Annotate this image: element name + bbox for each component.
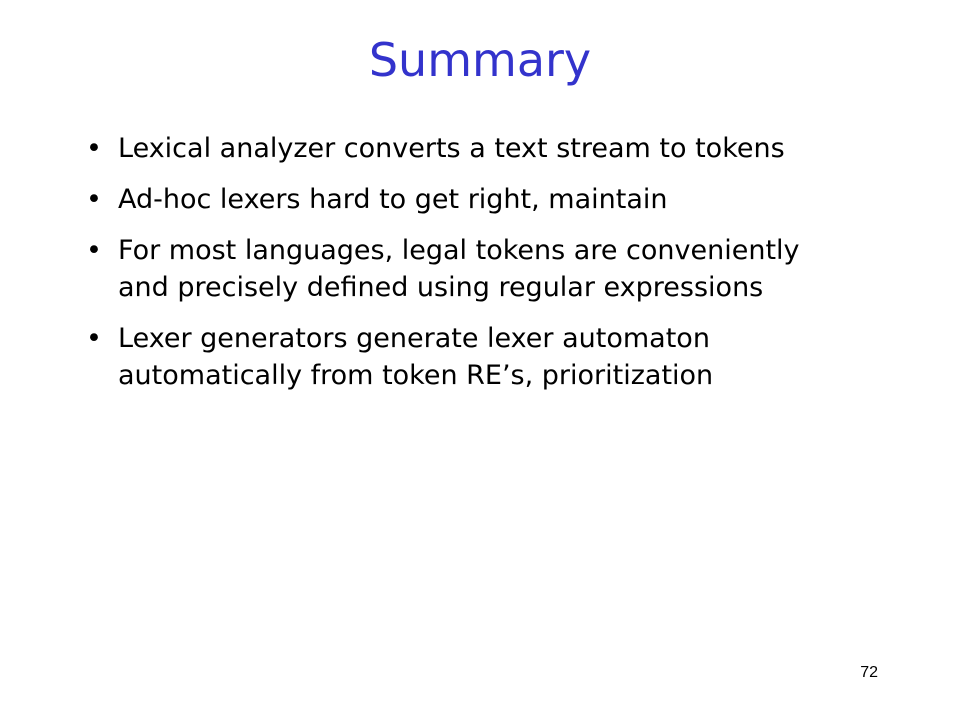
- bullet-dot: •: [86, 235, 102, 266]
- bullet-item: [86, 181, 846, 218]
- bullet-text: Lexical analyzer converts a text stream to tokens: [118, 133, 785, 164]
- page-number: 72: [860, 664, 878, 681]
- slide-title: Summary: [368, 33, 592, 87]
- bullet-item: [86, 232, 846, 306]
- bullet-text: Lexer generators generate lexer automaton automatically from token RE’s, prioritization: [118, 323, 714, 391]
- bullet-text: Ad-hoc lexers hard to get right, maintain: [118, 184, 668, 215]
- bullet-dot: •: [86, 133, 102, 164]
- bullet-dot: •: [86, 323, 102, 354]
- bullet-item: [86, 130, 846, 167]
- bullet-dot: •: [86, 184, 102, 215]
- bullet-list: [86, 130, 846, 408]
- bullet-item: [86, 320, 846, 394]
- bullet-text: For most languages, legal tokens are conveniently and precisely defined using regular expressions: [118, 235, 800, 303]
